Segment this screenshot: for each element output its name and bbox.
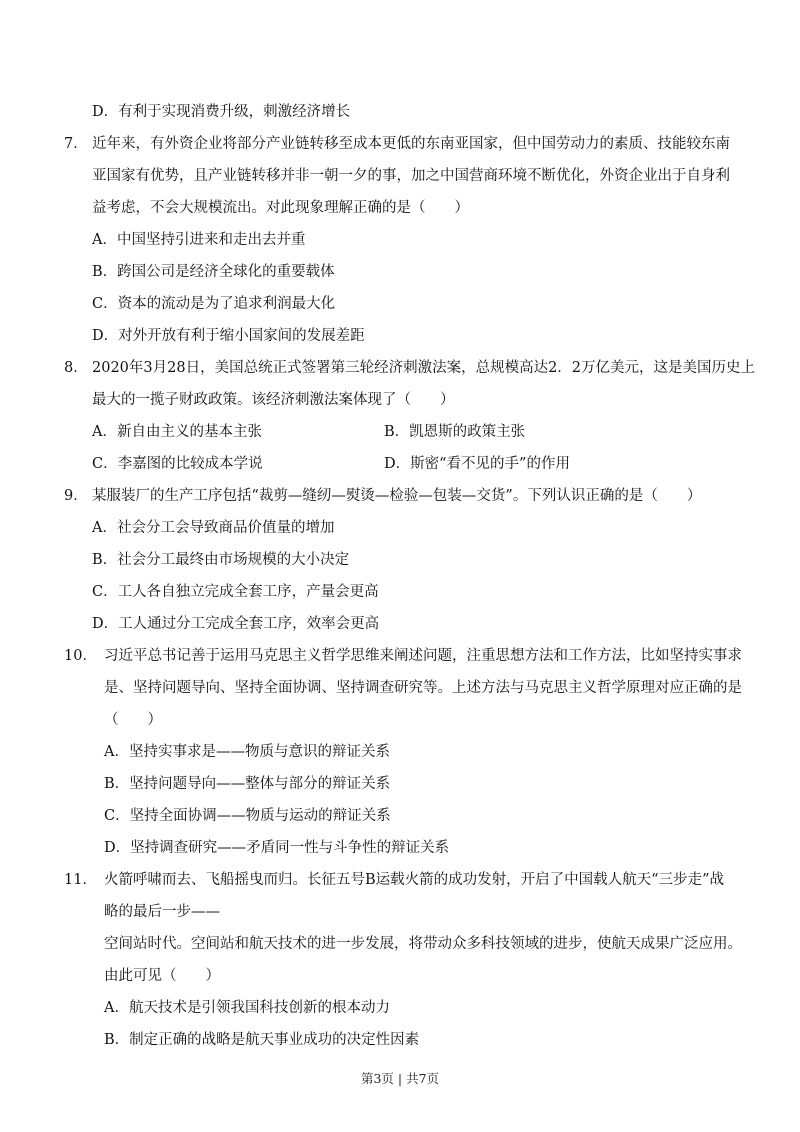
question-7-option-b: B．跨国公司是经济全球化的重要载体 <box>92 264 335 280</box>
question-8-option-b: B．凯恩斯的政策主张 <box>384 424 526 440</box>
question-10-stem-line-2: 是、坚持问题导向、坚持全面协调、坚持调查研究等。上述方法与马克思主义哲学原理对应正确的是 <box>104 680 742 696</box>
question-11-stem-line-1: 火箭呼啸而去、飞船摇曳而归。长征五号B运载火箭的成功发射，开启了中国载人航天“三步走”战 <box>104 872 724 888</box>
question-7-stem-line-3: 益考虑，不会大规模流出。对此现象理解正确的是（ ） <box>92 200 469 216</box>
question-11-stem-line-2: 略的最后一步—— <box>104 904 220 920</box>
question-9-option-d: D．工人通过分工完成全套工序，效率会更高 <box>92 616 380 632</box>
question-9-number: 9． <box>64 488 88 504</box>
question-11-stem-line-3: 空间站时代。空间站和航天技术的进一步发展，将带动众多科技领域的进步，使航天成果广泛应用。 <box>104 936 742 952</box>
question-11-number: 11． <box>64 872 97 888</box>
question-10-stem-line-1: 习近平总书记善于运用马克思主义哲学思维来阐述问题，注重思想方法和工作方法，比如坚持实事求 <box>104 648 742 664</box>
question-7-stem-line-1: 近年来，有外资企业将部分产业链转移至成本更低的东南亚国家，但中国劳动力的素质、技能较东南 <box>92 136 730 152</box>
question-7-stem-line-2: 亚国家有优势，且产业链转移并非一朝一夕的事，加之中国营商环境不断优化，外资企业出于自身利 <box>92 168 730 184</box>
question-11-option-b: B．制定正确的战略是航天事业成功的决定性因素 <box>104 1032 420 1048</box>
question-10-option-b: B．坚持问题导向——整体与部分的辩证关系 <box>104 776 391 792</box>
question-8-option-c: C．李嘉图的比较成本学说 <box>92 456 263 472</box>
question-7-option-d: D．对外开放有利于缩小国家间的发展差距 <box>92 328 365 344</box>
question-10-number: 10． <box>64 648 97 664</box>
question-7-option-a: A．中国坚持引进来和走出去并重 <box>92 232 306 248</box>
question-8-option-d: D．斯密“看不见的手”的作用 <box>384 456 570 472</box>
question-11-stem-line-4: 由此可见（ ） <box>104 968 220 984</box>
continued-option-d: D．有利于实现消费升级，刺激经济增长 <box>92 104 351 120</box>
question-11-option-a: A．航天技术是引领我国科技创新的根本动力 <box>104 1000 390 1016</box>
question-8-option-a: A．新自由主义的基本主张 <box>92 424 262 440</box>
question-8-number: 8． <box>64 360 88 376</box>
question-10-option-a: A．坚持实事求是——物质与意识的辩证关系 <box>104 744 390 760</box>
question-7-number: 7． <box>64 136 88 152</box>
question-8-stem-line-2: 最大的一揽子财政政策。该经济刺激法案体现了（ ） <box>92 392 455 408</box>
question-8-stem-line-1: 2020年3月28日，美国总统正式签署第三轮经济刺激法案，总规模高达2．2万亿美元，这是美国历史上 <box>92 360 756 376</box>
question-9-option-a: A．社会分工会导致商品价值量的增加 <box>92 520 335 536</box>
question-9-option-c: C．工人各自独立完成全套工序，产量会更高 <box>92 584 379 600</box>
question-9-option-b: B．社会分工最终由市场规模的大小决定 <box>92 552 350 568</box>
question-9-stem-line-1: 某服装厂的生产工序包括“裁剪—缝纫—熨烫—检验—包装—交货”。下列认识正确的是（ ） <box>92 488 702 504</box>
question-10-option-d: D．坚持调查研究——矛盾同一性与斗争性的辩证关系 <box>104 840 450 856</box>
question-7-option-c: C．资本的流动是为了追求利润最大化 <box>92 296 336 312</box>
page-footer: 第3页 | 共7页 <box>360 1071 440 1086</box>
question-10-stem-line-3: （ ） <box>104 712 162 728</box>
question-10-option-c: C．坚持全面协调——物质与运动的辩证关系 <box>104 808 391 824</box>
